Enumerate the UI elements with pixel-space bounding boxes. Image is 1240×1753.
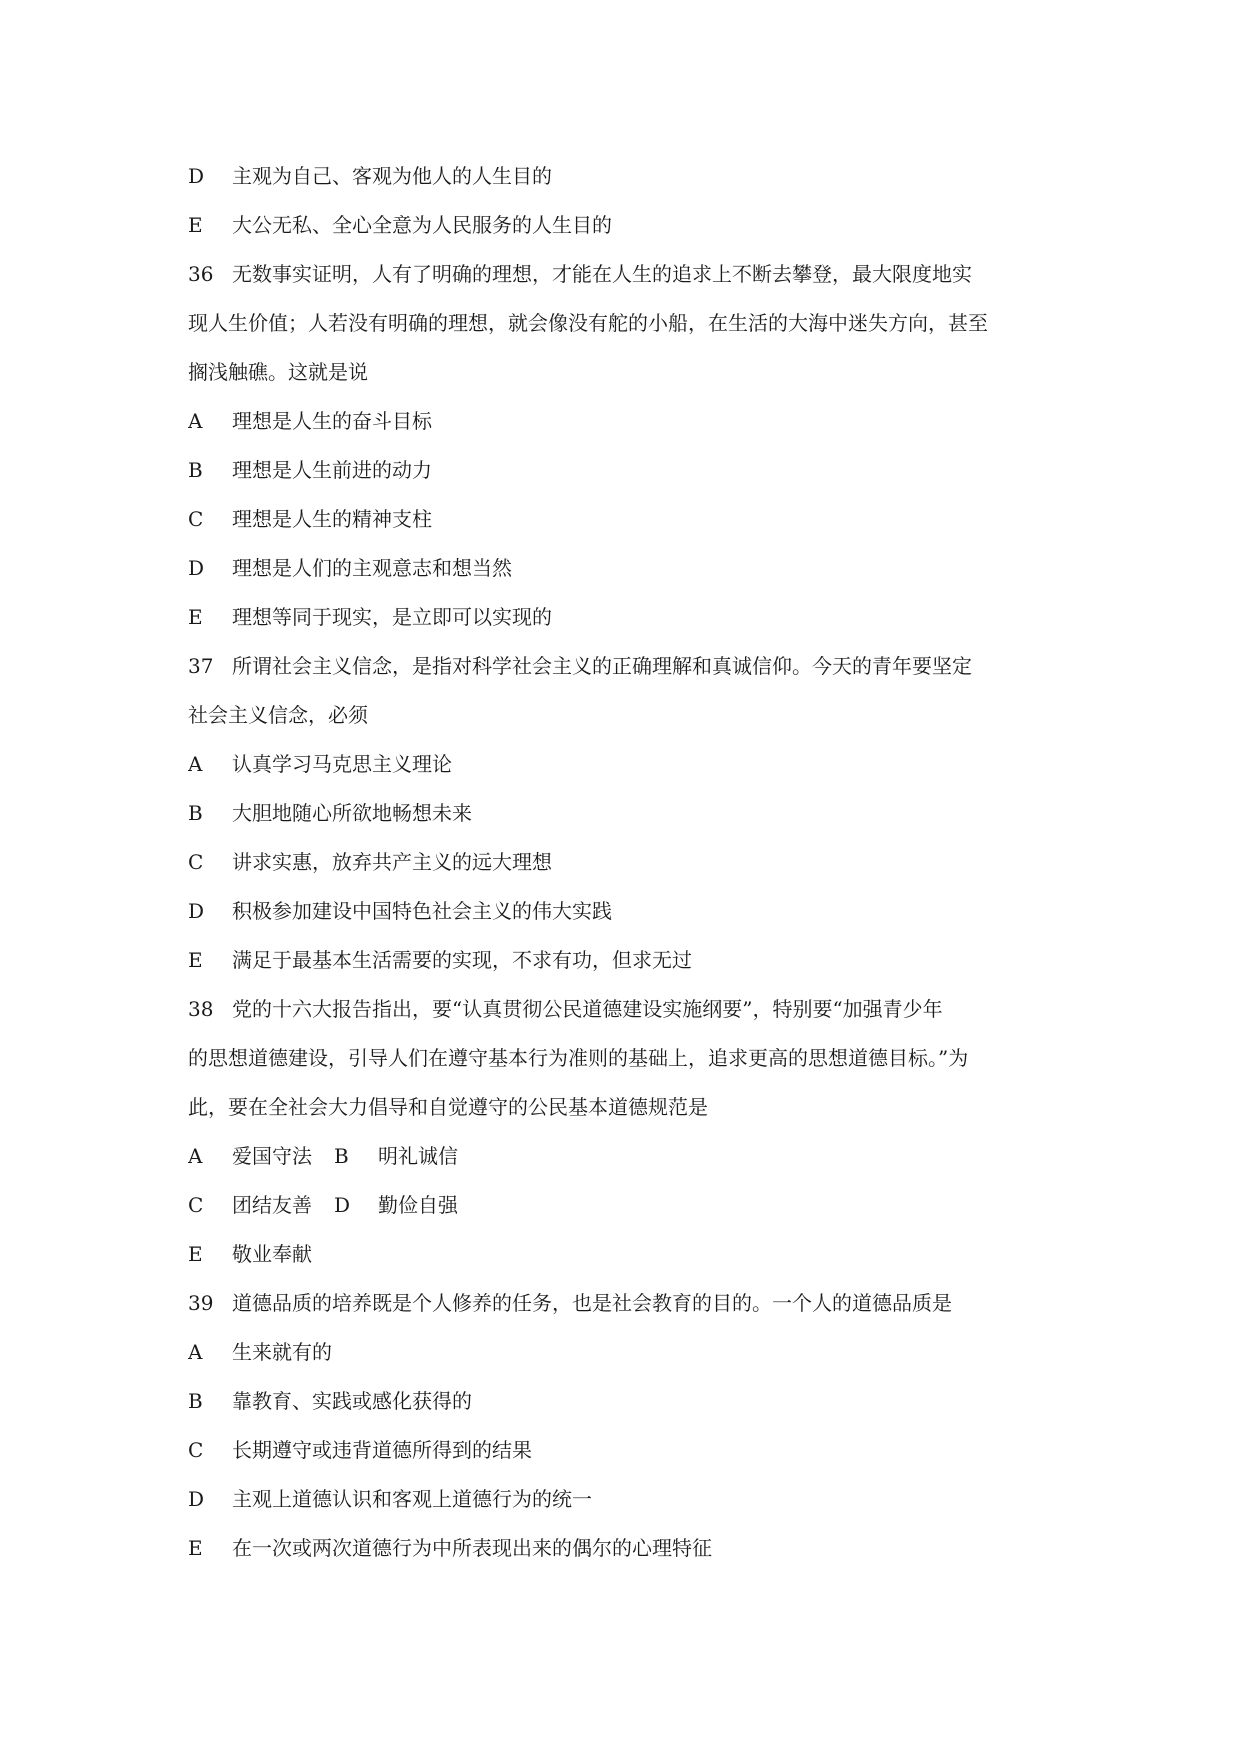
option-text: 理想是人们的主观意志和想当然	[232, 556, 512, 580]
option-text: 勤俭自强	[378, 1193, 458, 1217]
option-text: 长期遵守或违背道德所得到的结果	[232, 1438, 532, 1462]
option-text: 主观为自己、客观为他人的人生目的	[232, 164, 552, 188]
option-letter: E	[188, 1242, 203, 1266]
option-letter: D	[188, 164, 205, 188]
question-text-line: 所谓社会主义信念，是指对科学社会主义的正确理解和真诚信仰。今天的青年要坚定	[232, 654, 972, 678]
option-letter: A	[188, 752, 203, 776]
question-number: 36	[188, 262, 214, 286]
answer-option	[188, 1328, 1068, 1377]
option-letter: E	[188, 213, 203, 237]
option-letter: A	[188, 409, 203, 433]
option-letter: E	[188, 1536, 203, 1560]
question-38	[188, 985, 1068, 1132]
question-number: 37	[188, 654, 214, 678]
option-text: 团结友善	[232, 1193, 312, 1217]
option-letter: D	[188, 1487, 205, 1511]
question-text-line: 社会主义信念，必须	[188, 703, 368, 727]
answer-option	[188, 152, 1068, 201]
option-letter: B	[334, 1144, 349, 1168]
option-letter: B	[188, 1389, 203, 1413]
question-39	[188, 1279, 1068, 1328]
answer-option	[188, 201, 1068, 250]
option-text: 理想是人生的奋斗目标	[232, 409, 432, 433]
question-text-line: 此，要在全社会大力倡导和自觉遵守的公民基本道德规范是	[188, 1095, 708, 1119]
question-number: 38	[188, 997, 214, 1021]
answer-option	[188, 593, 1068, 642]
question-text-line: 党的十六大报告指出，要“认真贯彻公民道德建设实施纲要”，特别要“加强青少年	[232, 997, 943, 1021]
option-text: 生来就有的	[232, 1340, 332, 1364]
question-text-line: 无数事实证明，人有了明确的理想，才能在人生的追求上不断去攀登，最大限度地实	[232, 262, 972, 286]
answer-option	[188, 789, 1068, 838]
question-text-line: 道德品质的培养既是个人修养的任务，也是社会教育的目的。一个人的道德品质是	[232, 1291, 952, 1315]
option-text: 大公无私、全心全意为人民服务的人生目的	[232, 213, 612, 237]
option-text: 理想是人生的精神支柱	[232, 507, 432, 531]
option-text: 积极参加建设中国特色社会主义的伟大实践	[232, 899, 612, 923]
option-letter: C	[188, 1438, 204, 1462]
option-letter: C	[188, 507, 204, 531]
option-text: 讲求实惠，放弃共产主义的远大理想	[232, 850, 552, 874]
answer-option	[188, 838, 1068, 887]
answer-option	[188, 544, 1068, 593]
answer-option	[188, 1475, 1068, 1524]
answer-option-pair	[188, 1132, 1068, 1181]
answer-option-pair	[188, 1181, 1068, 1230]
question-text-line: 搁浅触礁。这就是说	[188, 360, 368, 384]
option-letter: C	[188, 1193, 204, 1217]
option-letter: B	[188, 801, 203, 825]
answer-option	[188, 740, 1068, 789]
question-text-line: 现人生价值；人若没有明确的理想，就会像没有舵的小船，在生活的大海中迷失方向，甚至	[188, 311, 988, 335]
option-letter: D	[188, 899, 205, 923]
question-text-line: 的思想道德建设，引导人们在遵守基本行为准则的基础上，追求更高的思想道德目标。”为	[188, 1046, 969, 1070]
option-text: 爱国守法	[232, 1144, 312, 1168]
question-37	[188, 642, 1068, 740]
option-text: 明礼诚信	[378, 1144, 458, 1168]
answer-option	[188, 495, 1068, 544]
option-letter: C	[188, 850, 204, 874]
answer-option	[188, 446, 1068, 495]
option-text: 在一次或两次道德行为中所表现出来的偶尔的心理特征	[232, 1536, 712, 1560]
option-text: 认真学习马克思主义理论	[232, 752, 452, 776]
option-letter: E	[188, 605, 203, 629]
answer-option	[188, 1230, 1068, 1279]
option-text: 理想等同于现实，是立即可以实现的	[232, 605, 552, 629]
option-letter: A	[188, 1144, 203, 1168]
answer-option	[188, 397, 1068, 446]
answer-option	[188, 887, 1068, 936]
answer-option	[188, 1426, 1068, 1475]
option-text: 大胆地随心所欲地畅想未来	[232, 801, 472, 825]
answer-option	[188, 1524, 1068, 1573]
document-page	[188, 152, 1068, 1573]
option-text: 满足于最基本生活需要的实现，不求有功，但求无过	[232, 948, 692, 972]
question-36	[188, 250, 1068, 397]
option-text: 靠教育、实践或感化获得的	[232, 1389, 472, 1413]
answer-option	[188, 936, 1068, 985]
option-text: 主观上道德认识和客观上道德行为的统一	[232, 1487, 592, 1511]
option-text: 理想是人生前进的动力	[232, 458, 432, 482]
option-letter: D	[188, 556, 205, 580]
option-letter: B	[188, 458, 203, 482]
option-text: 敬业奉献	[232, 1242, 312, 1266]
option-letter: D	[334, 1193, 351, 1217]
option-letter: E	[188, 948, 203, 972]
question-number: 39	[188, 1291, 214, 1315]
option-letter: A	[188, 1340, 203, 1364]
answer-option	[188, 1377, 1068, 1426]
